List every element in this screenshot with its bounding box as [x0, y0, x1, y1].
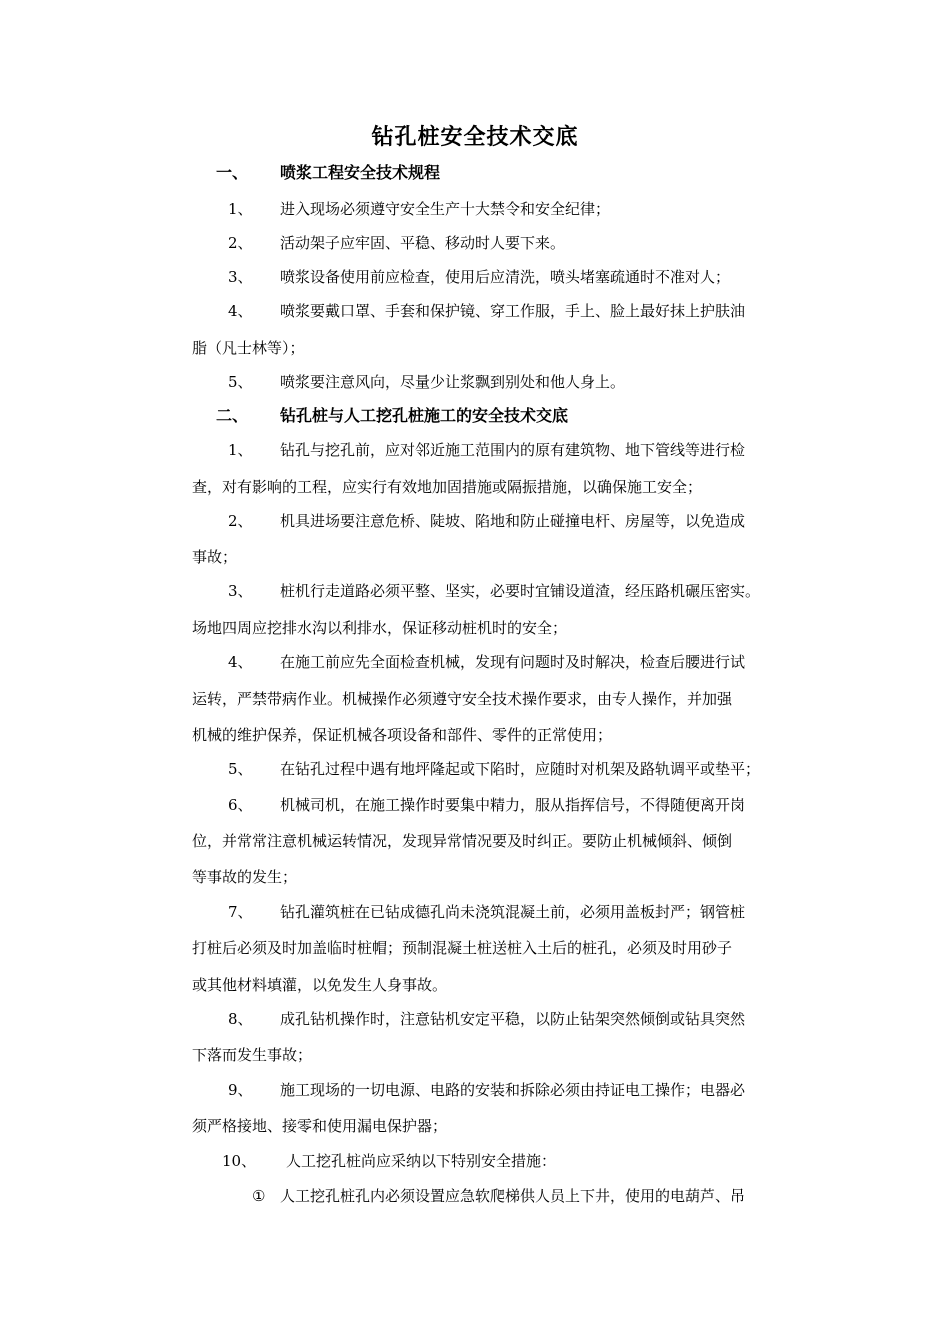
item-text: 活动架子应牢固、平稳、移动时人要下来。	[280, 234, 566, 252]
item-text: 打桩后必须及时加盖临时桩帽；预制混凝土桩送桩入土后的桩孔，必须及时用砂子	[192, 939, 733, 957]
item-number: 8、	[228, 1010, 253, 1028]
item-text: 在钻孔过程中遇有地坪隆起或下陷时，应随时对机架及路轨调平或垫平；	[280, 760, 761, 778]
item-text: 等事故的发生；	[192, 868, 298, 886]
item-text: 在施工前应先全面检查机械，发现有问题时及时解决，检查后腰进行试	[280, 653, 746, 671]
item-text: 下落而发生事故；	[192, 1046, 313, 1064]
page-title: 钻孔桩安全技术交底	[371, 124, 579, 150]
item-number: 2、	[228, 512, 253, 530]
item-text: 须严格接地、接零和使用漏电保护器；	[192, 1117, 448, 1135]
section-index: 二、	[216, 406, 249, 425]
item-text: 进入现场必须遵守安全生产十大禁令和安全纪律；	[280, 200, 611, 218]
item-number: 4、	[228, 302, 253, 320]
item-number: 4、	[228, 653, 253, 671]
item-text: 位，并常常注意机械运转情况，发现异常情况要及时纠正。要防止机械倾斜、倾倒	[192, 832, 733, 850]
item-text: 喷浆要注意风向，尽量少让浆飘到别处和他人身上。	[280, 373, 626, 391]
sub-item-text: 人工挖孔桩孔内必须设置应急软爬梯供人员上下井，使用的电葫芦、吊	[280, 1187, 746, 1205]
item-text: 脂（凡士林等）；	[192, 339, 305, 357]
item-number: 1、	[228, 200, 253, 218]
item-text: 或其他材料填灌，以免发生人身事故。	[192, 976, 448, 994]
item-number: 1、	[228, 441, 253, 459]
item-text: 钻孔灌筑桩在已钻成德孔尚未浇筑混凝土前，必须用盖板封严；钢管桩	[280, 903, 746, 921]
item-text: 钻孔与挖孔前，应对邻近施工范围内的原有建筑物、地下管线等进行检	[280, 441, 746, 459]
item-text: 喷浆要戴口罩、手套和保护镜、穿工作服，手上、脸上最好抹上护肤油	[280, 302, 746, 320]
section-heading-text: 喷浆工程安全技术规程	[280, 163, 441, 182]
item-number: 3、	[228, 582, 253, 600]
section-heading-text: 钻孔桩与人工挖孔桩施工的安全技术交底	[280, 406, 569, 425]
item-text: 成孔钻机操作时，注意钻机安定平稳，以防止钻架突然倾倒或钻具突然	[280, 1010, 746, 1028]
item-number: 3、	[228, 268, 253, 286]
item-text: 运转，严禁带病作业。机械操作必须遵守安全技术操作要求，由专人操作，并加强	[192, 690, 733, 708]
item-text: 机械的维护保养，保证机械各项设备和部件、零件的正常使用；	[192, 726, 613, 744]
item-number: 2、	[228, 234, 253, 252]
item-text: 查，对有影响的工程，应实行有效地加固措施或隔振措施，以确保施工安全；	[192, 478, 703, 496]
item-text: 机械司机，在施工操作时要集中精力，服从指挥信号，不得随便离开岗	[280, 796, 746, 814]
item-number: 7、	[228, 903, 253, 921]
item-text: 机具进场要注意危桥、陡坡、陷地和防止碰撞电杆、房屋等，以免造成	[280, 512, 746, 530]
item-number: 5、	[228, 373, 253, 391]
circled-number: ①	[252, 1187, 266, 1205]
item-number: 6、	[228, 796, 253, 814]
item-number: 9、	[228, 1081, 253, 1099]
item-text: 喷浆设备使用前应检查，使用后应清洗，喷头堵塞疏通时不准对人；	[280, 268, 731, 286]
item-text: 事故；	[192, 548, 238, 566]
item-text: 人工挖孔桩尚应采纳以下特别安全措施：	[286, 1152, 557, 1170]
item-number: 10、	[222, 1152, 257, 1170]
item-text: 场地四周应挖排水沟以利排水，保证移动桩机时的安全；	[192, 619, 568, 637]
section-index: 一、	[216, 163, 249, 182]
item-text: 桩机行走道路必须平整、坚实，必要时宜铺设道渣，经压路机碾压密实。	[280, 582, 761, 600]
item-text: 施工现场的一切电源、电路的安装和拆除必须由持证电工操作；电器必	[280, 1081, 746, 1099]
item-number: 5、	[228, 760, 253, 778]
